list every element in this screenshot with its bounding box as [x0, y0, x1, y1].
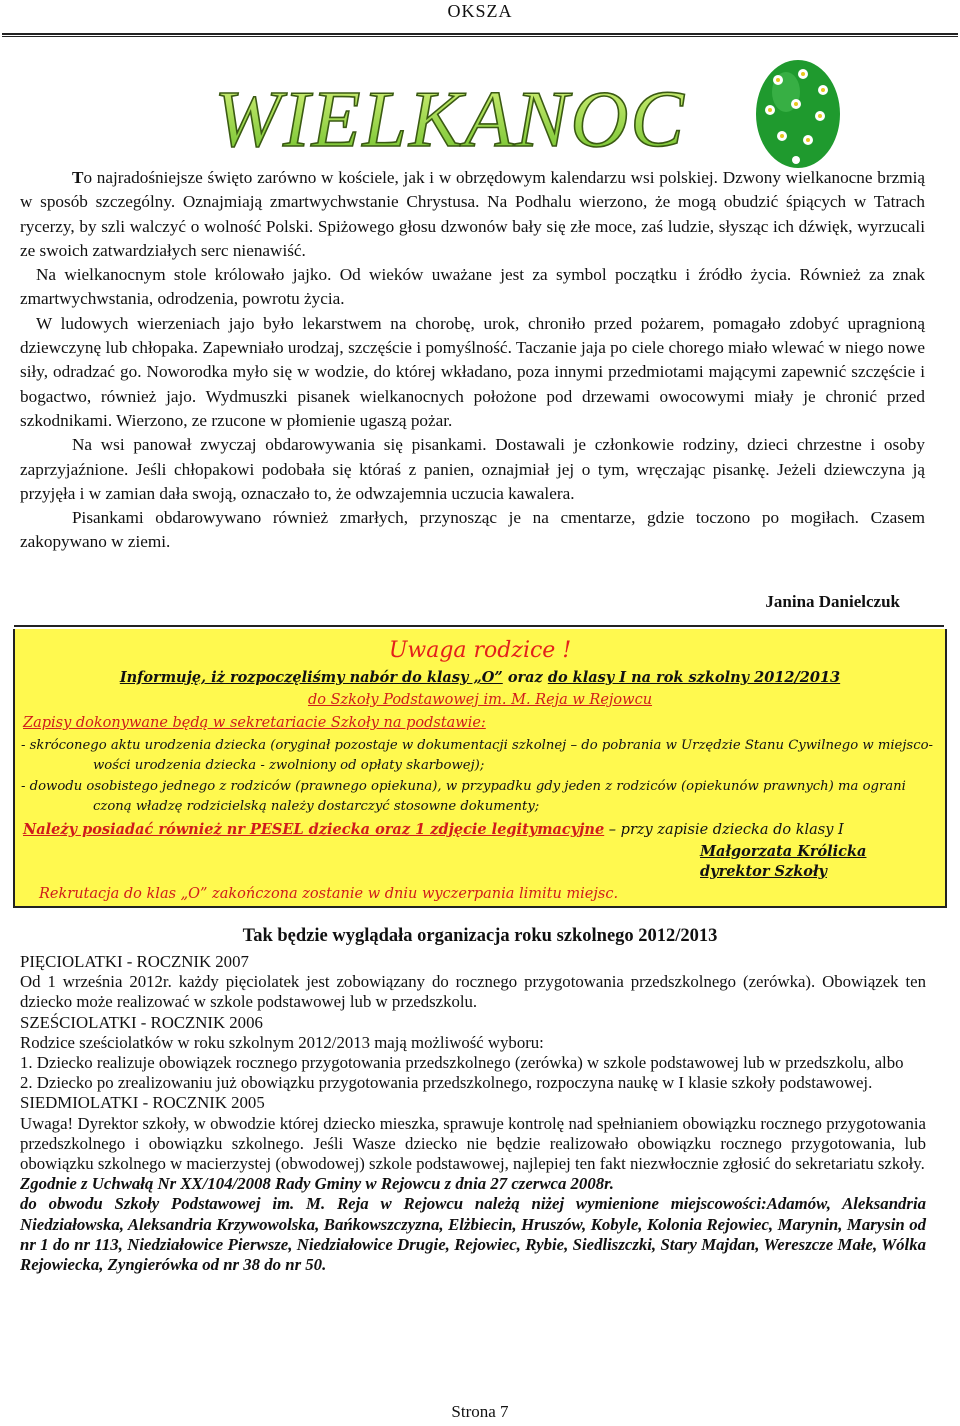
title-wordart — [160, 80, 740, 158]
notice-announcement — [15, 668, 945, 688]
org-line: SIEDMIOLATKI - ROCZNIK 2005 — [20, 1093, 265, 1113]
article-paragraph-3: W ludowych wierzeniach jajo było lekarstwem na chorobę, urok, chroniło przed pożarem, pomagało zdobyć upragnioną dziewczynę lub chłopaka. Zapewniało urodzaj, szczęście i pomyślność. Taczanie jaja po ciele chorego miało wlewać w niego nowe siły, odradzać go. Noworodka myło się w wodzie, do której wkładano, poza innymi przedmiotami mającymi zapewnić szczęście i bogactwo, również jajo. Wydmuszki pisanek wielkanocnych położone pod drzewami owocowymi miały je chronić przed szkodnikami. Wierzono, ze rzucone w płomienie ugaszą pożar. — [20, 313, 925, 430]
pesel-text-rest: – przy zapisie dziecka do klasy I — [604, 822, 844, 838]
item-text-continued: wości urodzenia dziecka - zwolniony od opłaty skarbowej); — [93, 757, 485, 773]
initial-letter: T — [72, 168, 84, 187]
organization-section — [20, 952, 926, 1275]
article-paragraph-1 — [20, 166, 925, 263]
article — [20, 166, 925, 555]
org-line: Od 1 września 2012r. każdy pięciolatek jest zobowiązany do rocznego przygotowania przedszkolnego (zerówka). Obowiązek ten dziecko może realizować w szkole podstawowej lub w przedszkolu. — [20, 972, 926, 1012]
article-paragraph-2: Na wielkanocnym stole królowało jajko. Od wieków uważane jest za symbol początku i źródło życia. Również za znak zmartwychwstania, odrodzenia, powrotu życia. — [20, 265, 925, 309]
section-divider — [14, 625, 944, 627]
item-text: - skróconego aktu urodzenia dziecka (oryginał pozostaje w dokumentacji szkolnej – do pobrania w Urzędzie Stanu Cywilnego w miejsco- — [21, 738, 933, 753]
paragraph-text: o najradośniejsze święto zarówno w kościele, jak i w obrzędowym kalendarzu wsi polskiej. Dzwony wielkanocne brzmią w sposób szczególny. Oznajmiają zmartwychwstanie Chrystusa. Na Podhalu wierzono, że mogą obudzić śpiących w Tatrach rycerzy, by szli walczyć o wolność Polski. Spiżowego głosu dzwonów bały się złe moce, zaś ludzie, słysząc ich dźwięk, wyrzucali ze swoich zatwardziałych serc nienawiść. — [20, 168, 925, 260]
title-text: WIELKANOC — [214, 80, 686, 158]
notice-recruitment-end: Rekrutacja do klas „O” zakończona zostanie w dniu wyczerpania limitu miejsc. — [39, 886, 619, 902]
org-line: Rodzice sześciolatków w roku szkolnym 2012/2013 mają możliwość wyboru: — [20, 1032, 544, 1052]
notice-signature-name: Małgorzata Królicka — [700, 843, 867, 860]
item-text-continued: czoną władzę rodzicielską należy dostarczyć stosowne dokumenty; — [93, 798, 540, 814]
org-line: PIĘCIOLATKI - ROCZNIK 2007 — [20, 952, 249, 971]
org-line: 2. Dziecko po zrealizowaniu już obowiązku przygotowania przedszkolnego, rozpoczyna naukę w I klasie szkoły podstawowej. — [20, 1073, 873, 1093]
org-line: Uwaga! Dyrektor szkoły, w obwodzie której dziecko mieszka, sprawuje kontrolę nad spełnianiem obowiązku rocznego przygotowania przedszkolnego i obowiązku szkolnego. Jeśli Wasze dziecko nie będzie realizowało obowiązku rocznego przygotowania, lub obowiązku szkolnego w macierzystej (obwodowej) szkole podstawowej, najlepiej ten fakt niezwłocznie zgłosić do sekretariatu szkoły. — [20, 1113, 926, 1174]
announcement-part: do klasy I na rok szkolny 2012/2013 — [547, 669, 841, 686]
article-paragraph-4: Na wsi panował zwyczaj obdarowywania się pisankami. Dostawali je członkowie rodziny, dzieci chrzestne i osoby zaprzyjaźnione. Jeśli chłopakowi podobała się któraś z panien, oznajmiał jej o tym, wręczając pisankę. Jeżeli dziewczyna ją przyjęła i w zamian dała swoją, oznaczało to, że odwzajemnia uczucia kawalera. — [20, 435, 925, 503]
notice-item-birth-certificate — [21, 736, 933, 775]
announcement-part: oraz — [502, 669, 548, 686]
notice-item-id-card — [21, 777, 933, 816]
notice-pesel-requirement — [23, 820, 844, 840]
org-district-list: do obwodu Szkoły Podstawowej im. M. Reja w Rejowcu należą niżej wymienione miejscowości:Adamów, Aleksandria Niedziałowska, Aleksandria Krzywowolska, Bańkowszczyzna, Elżbiecin, Hruszów, Kobyle, Kolonia Rejowiec, Marynin, Marysin od nr 1 do nr 113, Niedziałowice Pierwsze, Niedziałowice Drugie, Rejowiec, Rybie, Siedliszczki, Stary Majdan, Wereszcze Małe, Wólka Rejowiecka, Zyngierówka od nr 38 do nr 50. — [20, 1194, 926, 1275]
org-line: SZEŚCIOLATKI - ROCZNIK 2006 — [20, 1012, 263, 1032]
article-author: Janina Danielczuk — [765, 592, 900, 611]
item-text: - dowodu osobistego jednego z rodziców (prawnego opiekuna), w przypadku gdy jeden z rodziców (opiekunów prawnych) ma ograni — [21, 779, 906, 794]
article-paragraph-5: Pisankami obdarowywano również zmarłych, przynosząc je na cmentarze, gdzie toczono po mogiłach. Czasem zakopywano w ziemi. — [20, 508, 925, 552]
announcement-part: Informuję, iż rozpoczęliśmy nabór do klasy „O” — [119, 669, 503, 686]
notice-requirements-heading: Zapisy dokonywane będą w sekretariacie Szkoły na podstawie: — [23, 715, 486, 731]
header-rule — [2, 33, 958, 37]
notice-school-name: do Szkoły Podstawowej im. M. Reja w Rejowcu — [307, 692, 653, 708]
enrollment-notice — [13, 629, 947, 908]
easter-egg-icon — [748, 52, 848, 170]
page-number: Strona 7 — [451, 1402, 509, 1421]
organization-title: Tak będzie wyglądała organizacja roku szkolnego 2012/2013 — [242, 926, 718, 946]
header-title: OKSZA — [447, 1, 513, 21]
org-resolution: Zgodnie z Uchwałą Nr XX/104/2008 Rady Gminy w Rejowcu z dnia 27 czerwca 2008r. — [20, 1174, 614, 1194]
pesel-text: Należy posiadać również nr PESEL dziecka oraz 1 zdjęcie legitymacyjne — [23, 821, 605, 838]
notice-signature-role: dyrektor Szkoły — [700, 863, 827, 880]
notice-title: Uwaga rodzice ! — [388, 638, 572, 663]
org-line: 1. Dziecko realizuje obowiązek rocznego przygotowania przedszkolnego (zerówka) w szkole podstawowej lub w przedszkolu, albo — [20, 1053, 904, 1073]
